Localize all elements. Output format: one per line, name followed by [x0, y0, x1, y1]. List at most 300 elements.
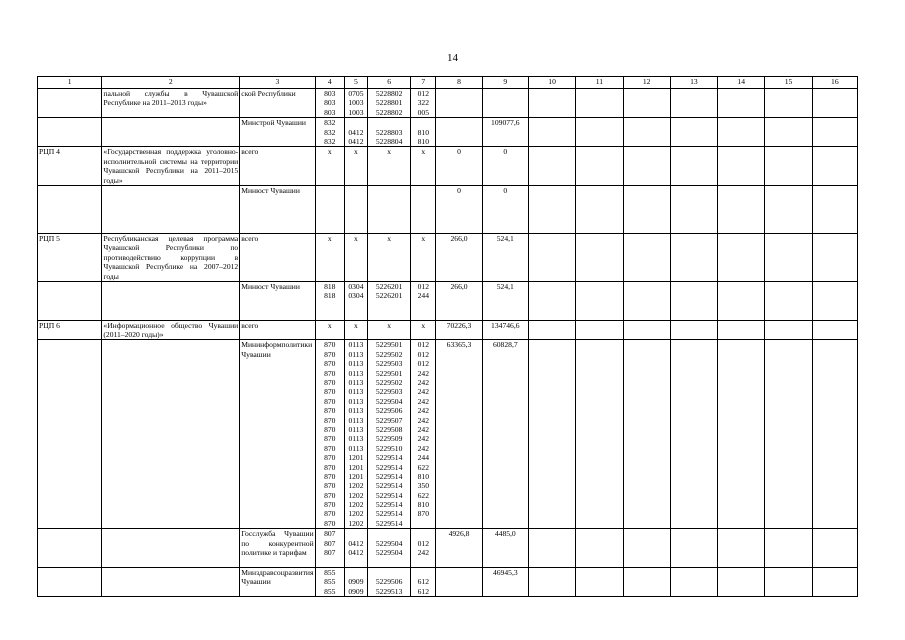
expense-type-cell-line: 810	[417, 127, 429, 137]
target-article-cell-line: 5229514	[375, 509, 403, 519]
amount-2013-cell: 524,1	[482, 234, 528, 282]
empty-cell	[812, 118, 857, 147]
empty-cell	[528, 568, 575, 597]
section-code-cell-line: 0304	[348, 282, 364, 292]
target-article-cell-line: 5228802	[375, 107, 403, 117]
section-code-cell-line: 0113	[348, 396, 364, 406]
column-header: 14	[718, 77, 765, 89]
program-name-cell	[102, 568, 240, 597]
empty-cell	[670, 89, 717, 118]
target-article-cell-line: 5228801	[375, 98, 403, 108]
ministry-code-cell-line: 870	[324, 518, 336, 528]
column-header: 2	[102, 77, 240, 89]
target-article-cell-line: 5229514	[375, 453, 403, 463]
executor-cell: Минздравсоцразвития Чувашии	[240, 568, 315, 597]
program-name-cell	[102, 340, 240, 529]
empty-cell	[812, 147, 857, 186]
expense-type-cell-line: 005	[417, 107, 429, 117]
empty-cell	[765, 186, 812, 234]
ministry-code-cell-line: 855	[324, 568, 336, 578]
table-row	[38, 118, 858, 147]
target-article-cell-line: 5229506	[375, 577, 403, 587]
empty-cell	[576, 186, 623, 234]
expense-type-cell-line	[412, 519, 434, 528]
section-code-cell-line: x	[354, 147, 358, 157]
ministry-code-cell	[315, 89, 344, 118]
ministry-code-cell-line: 870	[324, 349, 336, 359]
ministry-code-cell-line: 807	[324, 548, 336, 558]
ministry-code-cell-line: 832	[324, 118, 336, 128]
column-header: 3	[240, 77, 315, 89]
empty-cell	[528, 320, 575, 340]
target-article-cell-line: 5228804	[375, 136, 403, 146]
column-header: 16	[812, 77, 857, 89]
program-name-cell	[102, 529, 240, 568]
expense-type-cell-line: 012	[417, 359, 429, 369]
target-article-cell-line: 5229508	[375, 424, 403, 434]
expense-type-cell-line: 622	[417, 462, 429, 472]
ministry-code-cell-line: 807	[324, 529, 336, 539]
target-article-cell	[367, 282, 410, 321]
empty-cell	[765, 529, 812, 568]
amount-2012-cell	[436, 568, 482, 597]
section-code-cell-line: 0304	[348, 291, 364, 301]
empty-cell	[670, 568, 717, 597]
target-article-cell-line: 5228802	[375, 89, 403, 98]
empty-cell	[576, 568, 623, 597]
empty-cell	[623, 529, 670, 568]
ministry-code-cell-line: 870	[324, 378, 336, 387]
empty-cell	[718, 186, 765, 234]
empty-cell	[812, 282, 857, 321]
ministry-code-cell-line: 870	[324, 415, 336, 425]
amount-2013-cell: 0	[482, 147, 528, 186]
empty-cell	[718, 234, 765, 282]
empty-cell	[812, 320, 857, 340]
program-code-cell	[38, 529, 102, 568]
empty-cell	[812, 89, 857, 118]
column-header: 1	[38, 77, 102, 89]
page-number: 14	[447, 52, 458, 64]
amount-2013-cell: 46945,3	[482, 568, 528, 597]
section-code-cell-line: 1202	[348, 509, 364, 519]
section-code-cell	[344, 320, 367, 340]
target-article-cell	[367, 568, 410, 597]
executor-cell: Минстрой Чувашии	[240, 118, 315, 147]
ministry-code-cell-line: 870	[324, 500, 336, 510]
amount-2013-cell: 134746,6	[482, 320, 528, 340]
empty-cell	[576, 340, 623, 529]
section-code-cell-line: x	[354, 234, 358, 243]
amount-2012-cell: 266,0	[436, 234, 482, 282]
section-code-cell	[344, 89, 367, 118]
expense-type-cell-line: 810	[417, 471, 429, 481]
table-row	[38, 282, 858, 321]
executor-cell: ской Республики	[240, 89, 315, 118]
ministry-code-cell-line: 870	[324, 462, 336, 472]
expense-type-cell-line: 242	[417, 415, 429, 425]
table-row	[38, 186, 858, 234]
section-code-cell-line: 0113	[348, 387, 364, 397]
target-article-cell-line: 5229514	[375, 500, 403, 510]
expense-type-cell-line: 322	[417, 98, 429, 108]
section-code-cell-line: 0113	[348, 406, 364, 416]
section-code-cell-line: 0909	[348, 586, 364, 596]
expense-type-cell-line: 012	[417, 89, 429, 98]
target-article-cell-line: 5229510	[375, 443, 403, 453]
target-article-cell-line: 5229514	[375, 518, 403, 528]
program-name-cell: «Государственная поддержка уголовно-исполнительной системы на территории Чувашской Республики на 2011–2015 годы»	[103, 147, 239, 185]
program-name-cell	[102, 118, 240, 147]
amount-2013-cell: 524,1	[482, 282, 528, 321]
column-header: 7	[411, 77, 436, 89]
table-row	[38, 147, 858, 186]
amount-2012-cell	[436, 89, 482, 118]
ministry-code-cell-line: 870	[324, 509, 336, 519]
ministry-code-cell-line: 818	[324, 282, 336, 292]
target-article-cell-line: 5229503	[375, 359, 403, 369]
executor-cell: всего	[240, 234, 315, 282]
section-code-cell	[344, 234, 367, 282]
section-code-cell-line: 1202	[348, 518, 364, 528]
section-code-cell	[344, 147, 367, 186]
table-row	[38, 234, 858, 282]
empty-cell	[670, 340, 717, 529]
ministry-code-cell-line: x	[327, 234, 332, 243]
section-code-cell-line: 0412	[348, 127, 364, 137]
empty-cell	[623, 186, 670, 234]
empty-cell	[670, 282, 717, 321]
empty-cell	[812, 568, 857, 597]
ministry-code-cell-line: 870	[324, 490, 336, 500]
empty-cell	[765, 282, 812, 321]
column-header: 6	[367, 77, 410, 89]
column-header: 11	[576, 77, 623, 89]
expense-type-cell-line: 612	[417, 586, 429, 596]
section-code-cell-line: 0113	[348, 368, 364, 378]
program-code-cell: РЦП 4	[38, 147, 102, 186]
amount-2013-cell	[482, 89, 528, 118]
expense-type-cell-line: 242	[417, 396, 429, 406]
program-code-cell	[38, 282, 102, 321]
ministry-code-cell-line: 818	[324, 291, 336, 301]
executor-cell: Госслужба Чувашии по конкурентной политике и тарифам	[240, 529, 315, 568]
ministry-code-cell-line: 870	[324, 453, 336, 463]
ministry-code-cell	[315, 282, 344, 321]
amount-2012-cell: 63365,3	[436, 340, 482, 529]
section-code-cell-line: 1003	[348, 107, 364, 117]
target-article-cell-line: 5229507	[375, 415, 403, 425]
expense-type-cell-line: 242	[417, 548, 429, 558]
empty-cell	[528, 234, 575, 282]
expense-type-cell	[411, 320, 436, 340]
program-name-cell	[102, 282, 240, 321]
section-code-cell-line: 0113	[348, 415, 364, 425]
ministry-code-cell	[315, 234, 344, 282]
expense-type-cell	[411, 568, 436, 597]
column-header: 8	[436, 77, 482, 89]
column-header: 4	[315, 77, 344, 89]
target-article-cell-line: 5228803	[375, 127, 403, 137]
target-article-cell	[367, 186, 410, 234]
expense-type-cell-line: 012	[417, 340, 429, 350]
expense-type-cell	[411, 529, 436, 568]
column-header: 15	[765, 77, 812, 89]
empty-cell	[528, 282, 575, 321]
expense-type-cell-line: 810	[417, 500, 429, 510]
executor-cell: Минюст Чувашии	[240, 282, 315, 321]
ministry-code-cell-line: 870	[324, 471, 336, 481]
column-header: 13	[670, 77, 717, 89]
target-article-cell-line: 5229502	[375, 378, 403, 387]
empty-cell	[528, 89, 575, 118]
amount-2012-cell: 266,0	[436, 282, 482, 321]
empty-cell	[812, 529, 857, 568]
empty-cell	[765, 568, 812, 597]
empty-cell	[812, 186, 857, 234]
empty-cell	[765, 320, 812, 340]
program-name-cell: Республиканская целевая программа Чувашской Республики по противодействию коррупции в Чувашской Республике на 2007–2012 годы	[103, 234, 239, 281]
executor-cell: всего	[240, 320, 315, 340]
target-article-cell-line: 5229509	[375, 434, 403, 444]
expense-type-cell-line: 242	[417, 378, 429, 387]
ministry-code-cell-line: 870	[324, 481, 336, 491]
target-article-cell	[367, 340, 410, 529]
target-article-cell-line: 5229514	[375, 471, 403, 481]
program-name-cell: «Информационное общество Чувашии (2011–2020 годы)»	[103, 320, 239, 340]
ministry-code-cell-line: x	[327, 147, 332, 157]
empty-cell	[670, 118, 717, 147]
amount-2013-cell: 4485,0	[482, 529, 528, 568]
empty-cell	[576, 282, 623, 321]
section-code-cell-line: 1201	[348, 462, 364, 472]
expense-type-cell-line	[412, 529, 434, 538]
empty-cell	[718, 568, 765, 597]
target-article-cell-line: 5229514	[375, 462, 403, 472]
program-code-cell	[38, 568, 102, 597]
ministry-code-cell-line: 855	[324, 577, 336, 587]
expense-type-cell-line: 870	[417, 509, 429, 519]
empty-cell	[623, 234, 670, 282]
section-code-cell-line: 0113	[348, 349, 364, 359]
section-code-cell-line: 1201	[348, 453, 364, 463]
ministry-code-cell	[315, 340, 344, 529]
empty-cell	[528, 186, 575, 234]
expense-type-cell-line: x	[421, 147, 426, 157]
ministry-code-cell-line: 803	[324, 107, 336, 117]
amount-2013-cell: 60828,7	[482, 340, 528, 529]
ministry-code-cell-line: 803	[324, 98, 336, 108]
ministry-code-cell-line: 870	[324, 368, 336, 378]
target-article-cell-line: 5229502	[375, 349, 403, 359]
empty-cell	[623, 89, 670, 118]
target-article-cell	[367, 118, 410, 147]
expense-type-cell	[411, 234, 436, 282]
section-code-cell	[344, 118, 367, 147]
section-code-cell-line: 0412	[348, 548, 364, 558]
ministry-code-cell-line: 832	[324, 127, 336, 137]
ministry-code-cell-line: 870	[324, 359, 336, 369]
ministry-code-cell-line: 870	[324, 434, 336, 444]
amount-2012-cell: 4926,8	[436, 529, 482, 568]
amount-2012-cell: 0	[436, 147, 482, 186]
program-name-cell	[102, 186, 240, 234]
target-article-cell-line: 5229503	[375, 387, 403, 397]
expense-type-cell-line: 244	[417, 453, 429, 463]
empty-cell	[576, 529, 623, 568]
expense-type-cell-line: 012	[417, 349, 429, 359]
empty-cell	[718, 529, 765, 568]
section-code-cell-line: 0113	[348, 443, 364, 453]
target-article-cell-line: 5229506	[375, 406, 403, 416]
program-code-cell: РЦП 6	[38, 320, 102, 340]
executor-cell: Мининформполитики Чувашии	[240, 340, 315, 529]
expense-type-cell-line	[412, 568, 434, 577]
expense-type-cell	[411, 118, 436, 147]
empty-cell	[623, 282, 670, 321]
expense-type-cell-line: 242	[417, 443, 429, 453]
section-code-cell-line: x	[354, 320, 358, 330]
expense-type-cell	[411, 186, 436, 234]
ministry-code-cell-line: 870	[324, 443, 336, 453]
expense-type-cell-line: x	[421, 320, 426, 330]
column-header: 5	[344, 77, 367, 89]
amount-2013-cell: 109077,6	[482, 118, 528, 147]
ministry-code-cell	[315, 186, 344, 234]
empty-cell	[670, 529, 717, 568]
table-row	[38, 89, 858, 118]
empty-cell	[528, 147, 575, 186]
ministry-code-cell	[315, 320, 344, 340]
budget-table	[37, 76, 858, 597]
section-code-cell	[344, 568, 367, 597]
empty-cell	[623, 320, 670, 340]
target-article-cell-line: 5229504	[375, 548, 403, 558]
empty-cell	[623, 340, 670, 529]
ministry-code-cell-line: 803	[324, 89, 336, 98]
section-code-cell-line: 1201	[348, 471, 364, 481]
expense-type-cell-line: 244	[417, 291, 429, 301]
expense-type-cell-line: x	[421, 234, 426, 243]
program-code-cell	[38, 340, 102, 529]
table-row	[38, 568, 858, 597]
empty-cell	[623, 147, 670, 186]
program-name-cell: пальной службы в Чувашской Республике на 2011–2013 годы»	[102, 89, 240, 118]
program-code-cell	[38, 186, 102, 234]
target-article-cell-line: x	[387, 234, 391, 243]
section-code-cell	[344, 529, 367, 568]
section-code-cell-line	[346, 568, 366, 577]
ministry-code-cell	[315, 147, 344, 186]
amount-2013-cell: 0	[482, 186, 528, 234]
section-code-cell-line: 0113	[348, 378, 364, 387]
expense-type-cell-line: 012	[417, 538, 429, 548]
amount-2012-cell: 70226,3	[436, 320, 482, 340]
empty-cell	[718, 340, 765, 529]
expense-type-cell-line: 350	[417, 481, 429, 491]
section-code-cell-line: 0412	[348, 538, 364, 548]
expense-type-cell-line: 612	[417, 577, 429, 587]
section-code-cell	[344, 186, 367, 234]
target-article-cell	[367, 89, 410, 118]
target-article-cell-line: x	[387, 147, 391, 157]
section-code-cell-line: 1202	[348, 490, 364, 500]
program-code-cell: РЦП 5	[38, 234, 102, 282]
empty-cell	[718, 320, 765, 340]
empty-cell	[765, 89, 812, 118]
empty-cell	[670, 186, 717, 234]
executor-cell: Минюст Чувашии	[240, 186, 315, 234]
empty-cell	[670, 147, 717, 186]
header-row	[38, 77, 858, 89]
empty-cell	[528, 340, 575, 529]
expense-type-cell-line	[412, 118, 434, 127]
target-article-cell-line: 5229504	[375, 538, 403, 548]
ministry-code-cell-line: 870	[324, 406, 336, 416]
expense-type-cell	[411, 89, 436, 118]
expense-type-cell-line: 810	[417, 136, 429, 146]
empty-cell	[765, 234, 812, 282]
column-header: 12	[623, 77, 670, 89]
expense-type-cell-line: 242	[417, 406, 429, 416]
expense-type-cell	[411, 340, 436, 529]
section-code-cell-line: 0909	[348, 577, 364, 587]
target-article-cell-line: 5229501	[375, 340, 403, 350]
table-row	[38, 529, 858, 568]
ministry-code-cell-line: 870	[324, 396, 336, 406]
table-row	[38, 320, 858, 340]
expense-type-cell-line: 012	[417, 282, 429, 292]
empty-cell	[576, 320, 623, 340]
empty-cell	[718, 89, 765, 118]
empty-cell	[765, 340, 812, 529]
empty-cell	[670, 234, 717, 282]
expense-type-cell	[411, 282, 436, 321]
empty-cell	[528, 529, 575, 568]
ministry-code-cell-line: 870	[324, 387, 336, 397]
section-code-cell-line: 1202	[348, 500, 364, 510]
ministry-code-cell-line: 855	[324, 586, 336, 596]
empty-cell	[576, 118, 623, 147]
target-article-cell-line: 5226201	[375, 282, 403, 292]
empty-cell	[765, 147, 812, 186]
empty-cell	[623, 568, 670, 597]
section-code-cell-line: 0412	[348, 136, 364, 146]
empty-cell	[623, 118, 670, 147]
target-article-cell-line: 5226201	[375, 291, 403, 301]
expense-type-cell-line: 242	[417, 387, 429, 397]
empty-cell	[718, 282, 765, 321]
section-code-cell-line	[346, 529, 366, 538]
program-code-cell	[38, 118, 102, 147]
target-article-cell	[367, 320, 410, 340]
ministry-code-cell-line: 870	[324, 424, 336, 434]
expense-type-cell-line: 242	[417, 434, 429, 444]
target-article-cell-line	[369, 529, 409, 538]
expense-type-cell-line: 242	[417, 424, 429, 434]
table-row	[38, 340, 858, 529]
empty-cell	[576, 147, 623, 186]
amount-2012-cell	[436, 118, 482, 147]
target-article-cell-line: 5229501	[375, 368, 403, 378]
section-code-cell-line: 1003	[348, 98, 364, 108]
ministry-code-cell	[315, 529, 344, 568]
target-article-cell-line: 5229514	[375, 490, 403, 500]
section-code-cell-line: 0705	[348, 89, 364, 98]
section-code-cell	[344, 282, 367, 321]
section-code-cell	[344, 340, 367, 529]
program-code-cell	[38, 89, 102, 118]
